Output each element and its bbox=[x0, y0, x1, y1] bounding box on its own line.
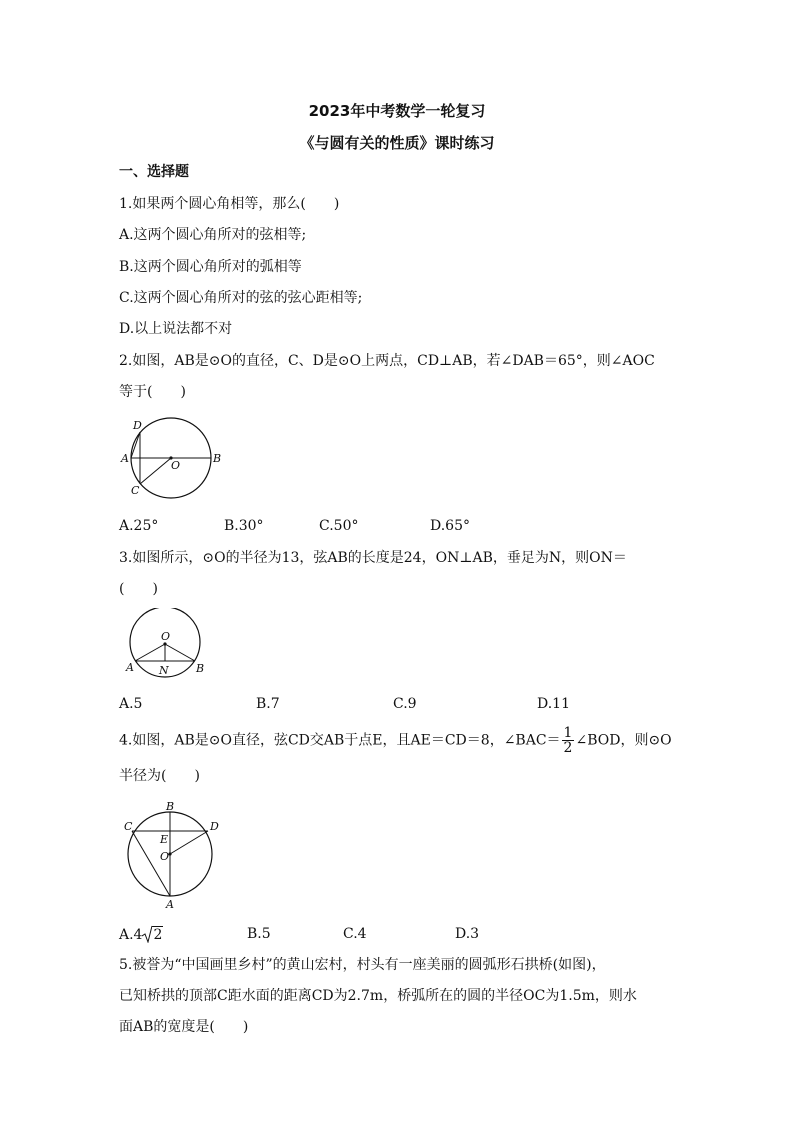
page-subtitle: 《与圆有关的性质》课时练习 bbox=[299, 134, 495, 152]
q3-radius-ob bbox=[165, 644, 195, 661]
sqrt-sign-icon bbox=[142, 925, 152, 943]
q3-stem-line1: 3.如图所示，⊙O的半径为13，弦AB的长度是24，ON⊥AB，垂足为N，则ON＝ bbox=[119, 550, 627, 566]
q1-option-a: A.这两个圆心角所对的弦相等; bbox=[119, 227, 307, 243]
q4-stem-post: ∠BOD，则⊙O bbox=[575, 732, 672, 749]
q3-option-b: B.7 bbox=[256, 696, 280, 712]
q4-option-a bbox=[119, 925, 163, 944]
q3-label-o: O bbox=[161, 630, 171, 643]
q2-stem-line2: 等于( ) bbox=[119, 384, 186, 400]
q4-option-a-text: A.4 bbox=[119, 927, 143, 943]
q2-option-d: D.65° bbox=[430, 518, 470, 534]
q4-segment-od bbox=[170, 831, 208, 854]
q3-figure bbox=[120, 608, 210, 683]
q2-label-d: D bbox=[133, 419, 142, 432]
q3-radius-oa bbox=[135, 644, 165, 661]
page-title: 2023年中考数学一轮复习 bbox=[308, 102, 486, 120]
q4-label-b: B bbox=[166, 800, 175, 813]
q4-option-d: D.3 bbox=[455, 926, 480, 942]
q5-stem-line1: 5.被誉为“中国画里乡村”的黄山宏村，村头有一座美丽的圆弧形石拱桥(如图)， bbox=[119, 957, 606, 973]
q4-label-d: D bbox=[210, 820, 219, 833]
q4-stem-pre: 4.如图，AB是⊙O直径，弦CD交AB于点E，且AE＝CD＝8，∠BAC＝ bbox=[119, 732, 561, 749]
section-heading: 一、选择题 bbox=[119, 164, 189, 180]
q4-figure bbox=[120, 800, 220, 910]
q4-fraction-denominator: 2 bbox=[563, 740, 573, 756]
q4-option-a-radicand: 2 bbox=[153, 927, 163, 943]
q4-option-b: B.5 bbox=[247, 926, 271, 942]
q5-stem-line3: 面AB的宽度是( ) bbox=[119, 1019, 249, 1035]
q4-label-c: C bbox=[124, 820, 133, 833]
q1-stem: 1.如果两个圆心角相等，那么( ) bbox=[119, 196, 340, 212]
q3-option-a: A.5 bbox=[119, 696, 143, 712]
q3-stem-line2: ( ) bbox=[119, 581, 158, 597]
q4-label-e: E bbox=[160, 833, 169, 846]
q1-option-c: C.这两个圆心角所对的弦的弦心距相等; bbox=[119, 290, 363, 306]
q2-option-a: A.25° bbox=[119, 518, 159, 534]
q4-label-a: A bbox=[166, 898, 174, 910]
q5-stem-line2: 已知桥拱的顶部C距水面的距离CD为2.7m，桥弧所在的圆的半径OC为1.5m，则水 bbox=[119, 988, 637, 1004]
q2-label-a: A bbox=[121, 452, 129, 465]
q3-label-a: A bbox=[126, 661, 134, 674]
q2-option-b: B.30° bbox=[224, 518, 264, 534]
q3-label-n: N bbox=[159, 664, 169, 677]
q4-fraction-numerator: 1 bbox=[563, 725, 573, 741]
q4-fraction bbox=[562, 726, 575, 755]
q1-option-b: B.这两个圆心角所对的弧相等 bbox=[119, 259, 302, 275]
q2-option-c: C.50° bbox=[319, 518, 359, 534]
q4-option-c: C.4 bbox=[343, 926, 367, 942]
q3-option-c: C.9 bbox=[393, 696, 417, 712]
q2-label-o: O bbox=[171, 459, 181, 472]
q4-stem-line1 bbox=[119, 726, 672, 755]
q2-label-b: B bbox=[213, 452, 222, 465]
q3-label-b: B bbox=[196, 662, 205, 675]
q1-option-d: D.以上说法都不对 bbox=[119, 321, 233, 337]
q2-segment-oc bbox=[140, 458, 171, 484]
q2-figure bbox=[115, 415, 230, 505]
q4-stem-line2: 半径为( ) bbox=[119, 768, 200, 784]
q2-label-c: C bbox=[131, 484, 140, 497]
q4-label-o: O bbox=[160, 850, 170, 863]
q3-option-d: D.11 bbox=[537, 696, 570, 712]
q2-segment-ad bbox=[131, 432, 140, 458]
q2-stem-line1: 2.如图，AB是⊙O的直径，C、D是⊙O上两点，CD⊥AB，若∠DAB＝65°，则∠AOC bbox=[119, 353, 655, 369]
